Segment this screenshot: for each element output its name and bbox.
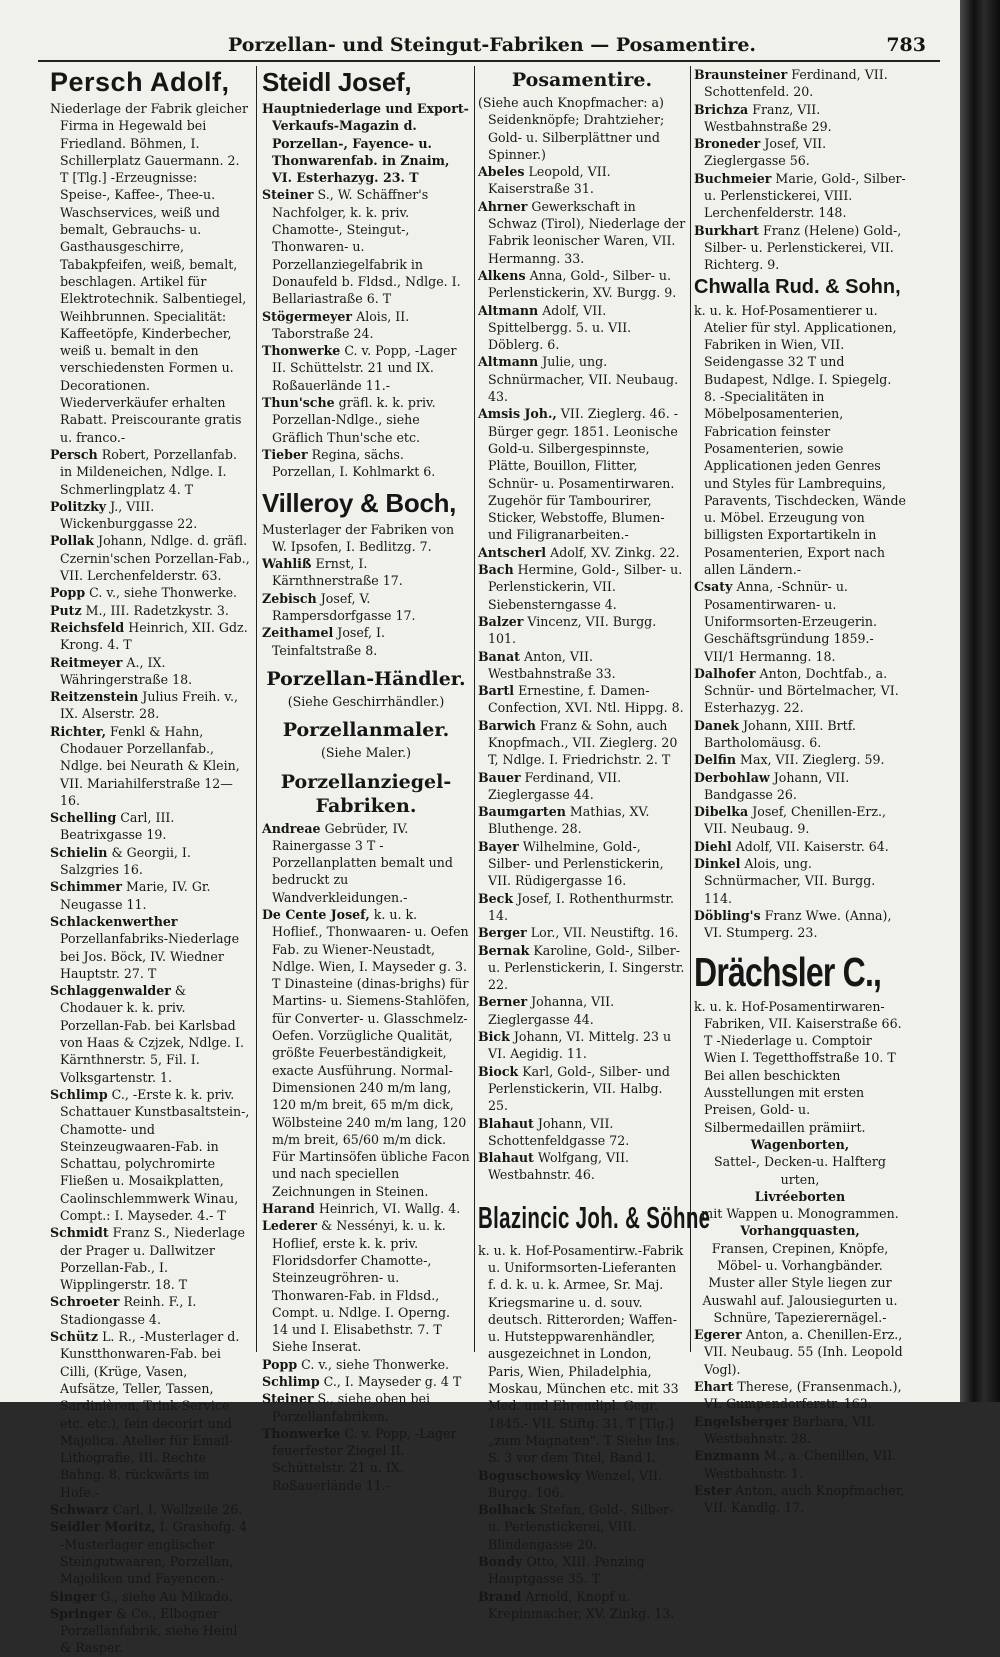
entry-name: Abeles — [478, 164, 525, 180]
entry-details: Johanna, VII. Zieglergasse 44. — [488, 994, 615, 1027]
directory-entry — [694, 803, 906, 838]
entry-details: Max, VII. Zieglerg. 59. — [740, 752, 885, 768]
directory-entry — [50, 1224, 250, 1293]
entry-name: Harand — [262, 1201, 315, 1217]
entry-name: Csaty — [694, 579, 733, 595]
directory-entry — [478, 803, 686, 838]
directory-entry — [478, 198, 686, 267]
advert-blazincic-name: Blazincic Joh. & Söhne — [478, 1199, 711, 1235]
entry-name: Blahaut — [478, 1115, 534, 1131]
entry-details: gräfl. k. k. priv. Porzellan-Ndlge., siehe Gräflich Thun'sche etc. — [272, 395, 436, 445]
directory-entry — [262, 446, 470, 481]
entry-details: Heinrich, VI. Wallg. 4. — [318, 1201, 461, 1217]
directory-entry — [50, 498, 250, 533]
entry-name: Thonwerke — [262, 343, 341, 359]
entry-details: Josef, V. Rampersdorfgasse 17. — [272, 590, 416, 624]
directory-entry — [694, 101, 906, 136]
entry-details: Anton, VII. Westbahnstraße 33. — [488, 648, 616, 681]
entry-name: Schroeter — [50, 1294, 120, 1310]
directory-entry — [478, 648, 686, 683]
entry-name: Singer — [50, 1588, 97, 1604]
directory-entry — [478, 924, 686, 941]
entry-details: Gebrüder, IV. Rainergasse 3 T -Porzellanplatten bemalt und bedruckt zu Wandverkleidungen.- — [272, 820, 453, 905]
entry-details: C. v., siehe Thonwerke. — [301, 1356, 450, 1372]
col4-entries-a — [694, 66, 906, 274]
entry-name: Schlackenwerther — [50, 913, 178, 929]
directory-entry — [262, 342, 470, 394]
entry-details: Regina, sächs. Porzellan, I. Kohlmarkt 6. — [272, 446, 436, 480]
entry-name: Lederer — [262, 1218, 317, 1234]
column-3 — [478, 66, 711, 1621]
see-reference: (Siehe Geschirrhändler.) — [287, 693, 445, 709]
directory-entry — [50, 723, 250, 809]
entry-name: Diehl — [694, 838, 732, 854]
entry-details: I. Grashofg. 4 -Musterlager englischer Steingutwaaren, Porzellan, Majoliken und Fayencen.- — [60, 1519, 248, 1587]
entry-details: Anton, auch Knopfmacher, VII. Kandlg. 17. — [704, 1482, 905, 1516]
entry-details: Fenkl & Hahn, Chodauer Porzellanfab., Ndlge. bei Neurath & Klein, VII. Mariahilferstraße 12—16. — [60, 723, 240, 808]
entry-name: Alkens — [478, 267, 526, 283]
entry-name: Döbling's — [694, 907, 761, 923]
vorhang-text: Fransen, Crepinen, Knöpfe, Möbel- u. Vorhangbänder. Muster aller Style liegen zur Auswahl auf. Jalousiegurten u. Schnüre, Tapezierernägel.- — [702, 1240, 898, 1325]
directory-entry — [50, 532, 250, 584]
entry-name: Egerer — [694, 1327, 742, 1343]
directory-entry — [50, 446, 250, 498]
entry-details: C., I. Mayseder g. 4 T — [323, 1374, 462, 1389]
directory-entry — [478, 1115, 686, 1150]
entry-name: Delfin — [694, 752, 737, 768]
entry-name: Antscherl — [478, 544, 547, 560]
entry-details: Franz, VII. Westbahnstraße 29. — [704, 101, 832, 134]
entry-name: Wahliß — [262, 556, 312, 572]
entry-name: Tieber — [262, 446, 308, 462]
entry-name: Steiner — [262, 1391, 314, 1407]
directory-entry — [478, 717, 686, 769]
entry-name: Barwich — [478, 717, 536, 733]
entry-name: Bernak — [478, 942, 530, 958]
entry-name: Bach — [478, 562, 514, 578]
entry-name: Balzer — [478, 613, 524, 629]
page-number: 783 — [886, 34, 926, 56]
entry-name: Boguschowsky — [478, 1467, 582, 1483]
advert-chwalla-name: Chwalla Rud. & Sohn, — [694, 275, 901, 298]
entry-name: Reitmeyer — [50, 654, 123, 670]
entry-details: Alois, II. Taborstraße 24. — [272, 308, 410, 341]
directory-entry — [694, 1326, 906, 1378]
directory-entry — [694, 1413, 906, 1448]
entry-name: De Cente Josef, — [262, 906, 370, 922]
directory-entry — [50, 619, 250, 654]
entry-name: Thun'sche — [262, 395, 335, 411]
directory-entry — [478, 561, 686, 613]
entry-details: Hermine, Gold-, Silber- u. Perlenstickerin, VII. Siebensterngasse 4. — [488, 562, 683, 612]
entry-details: Ernst, I. Kärnthnerstraße 17. — [272, 556, 403, 589]
wagenborten-heading: Wagenborten, — [750, 1136, 850, 1152]
entry-details: Adolf, VII. Spittelbergg. 5. u. VII. Döblerg. 6. — [488, 302, 632, 353]
entry-name: Berner — [478, 994, 528, 1010]
directory-entry — [478, 1588, 686, 1623]
entry-name: Amsis Joh., — [478, 406, 557, 422]
entry-name: Persch — [50, 446, 98, 462]
entry-details: & Georgii, I. Salzgries 16. — [60, 844, 191, 878]
advert-blazincic-text: k. u. k. Hof-Posamentirw.-Fabrik u. Uniformsorten-Lieferanten f. d. k. u. k. Armee, Sr. Maj. Kriegsmarine u. d. souv. deutsch. Ritterorden; Waffen- u. Hutsteppwarenhändler, ausgezeichnet in London, Paris, Wien, Philadelphia, Moskau, München etc. mit 33 Med. und Ehrendipl. Gegr. 1845.- VII. Stiftg. 31. T [Tlg.] „zum Magnaten". T Siehe Ins. S. 3 vor dem Titel, Band I. — [478, 1242, 684, 1466]
entry-details: Anna, -Schnür- u. Posamentirwaren- u. Uniformsorten-Erzeugerin. Geschäftsgründung 1859.- VII/1 Hermanng. 18. — [704, 579, 877, 664]
directory-entry — [694, 1378, 906, 1413]
directory-entry — [262, 590, 470, 625]
directory-entry — [478, 1063, 686, 1115]
entry-name: Altmann — [478, 354, 539, 370]
entry-details: C., -Erste k. k. priv. Schattauer Kunstbasaltstein-, Chamotte- und Steinzeugwaaren-Fab. in Schattau, polychromirte Fließen u. Mosaikplatten, Caolinschlemmwerk Winau, Compt.: I. Mayseder. 4.- T — [60, 1086, 250, 1223]
directory-entry — [262, 1200, 470, 1217]
entry-name: Schielin — [50, 844, 108, 860]
directory-entry — [478, 1501, 686, 1553]
directory-entry — [694, 1447, 906, 1482]
entry-name: Burkhart — [694, 222, 759, 238]
column-2 — [262, 66, 470, 1493]
entry-name: Schimmer — [50, 879, 123, 895]
directory-entry — [50, 1501, 250, 1518]
entry-details: C. v. Popp, -Lager II. Schüttelstr. 21 und IX. Roßauerlände 11.- — [272, 343, 457, 393]
entry-name: Schütz — [50, 1329, 99, 1345]
directory-entry — [262, 1390, 470, 1425]
entry-name: Ahrner — [478, 198, 528, 214]
entry-details: VII. Zieglerg. 46. -Bürger gegr. 1851. Leonische Gold-u. Silbergespinnste, Plätte, Bouillon, Flitter, Schnür- u. Posamentirwaren. Zugehör für Tambourirer, Sticker, Webstoffe, Blumen- und Filigranarbeiten.- — [488, 406, 678, 543]
column-rule — [690, 66, 691, 1352]
directory-entry — [478, 302, 686, 354]
entry-name: Dinkel — [694, 856, 741, 872]
directory-entry — [262, 1356, 470, 1373]
advert-steidl-name: Steidl Josef, — [262, 67, 412, 97]
directory-entry — [478, 353, 686, 405]
entry-details: S., siehe oben bei Porzellanfabriken. — [272, 1391, 430, 1424]
directory-entry — [478, 267, 686, 302]
col3-entries-a — [478, 163, 686, 1184]
directory-entry — [50, 602, 250, 619]
see-reference: (Siehe auch Knopfmacher: a) Seidenknöpfe; Drahtzieher; Gold- u. Silberplättner und Spinner.) — [478, 95, 665, 162]
wagenborten-text: Sattel-, Decken-u. Halfterg urten, — [714, 1154, 886, 1187]
entry-details: Anton, a. Chenillen-Erz., VII. Neubaug. 55 (Inh. Leopold Vogl). — [704, 1327, 903, 1377]
running-title: Porzellan- und Steingut-Fabriken — Posamentire. — [228, 34, 757, 56]
entry-details: k. u. k. Hoflief., Thonwaaren- u. Oefen Fab. zu Wiener-Neustadt, Ndlge. Wien, I. Mayseder g. 3. T Dinasteine (dinas-brighs) für Martins- u. Siemens-Stahlöfen, für Converter- u. Glasschmelz-Oefen. Vorzügliche Qualität, größte Feuerbeständigkeit, exacte Ausführung. Normal-Dimensionen 240 m/m lang, 120 m/m breit, 65 m/m dick, Wölbsteine 240 m/m lang, 120 m/m breit, 65/60 m/m dick. Für Martinsöfen übliche Facon und nach speciellen Zeichnungen in Steinen. — [272, 906, 470, 1199]
directory-entry — [262, 624, 470, 659]
directory-entry — [50, 654, 250, 689]
entry-details: Arnold, Knopf u. Krepinmacher, XV. Zinkg. 13. — [488, 1588, 675, 1621]
entry-name: Steiner — [262, 187, 314, 203]
entry-name: Bayer — [478, 838, 519, 854]
entry-name: Buchmeier — [694, 170, 772, 186]
entry-details: J., VIII. Wickenburggasse 22. — [60, 498, 198, 532]
directory-entry — [262, 1373, 470, 1390]
directory-entry — [694, 578, 906, 664]
directory-entry — [694, 665, 906, 717]
directory-entry — [694, 769, 906, 804]
entry-details: Barbara, VII. Westbahnstr. 28. — [704, 1413, 876, 1446]
entry-name: Biock — [478, 1063, 519, 1079]
entry-details: Anna, Gold-, Silber- u. Perlenstickerin, XV. Burgg. 9. — [488, 267, 677, 301]
column-1 — [50, 66, 250, 1656]
entry-name: Ehart — [694, 1379, 734, 1395]
entry-details: Therese, (Fransenmach.), VI. Gumpendorferstr. 163. — [704, 1379, 902, 1412]
entry-name: Banat — [478, 648, 520, 664]
entry-details: Lor., VII. Neustiftg. 16. — [530, 925, 679, 941]
entry-name: Ester — [694, 1482, 732, 1498]
section-posamentire: Posamentire. — [511, 69, 653, 91]
livree-heading: Livréeborten — [754, 1188, 846, 1204]
entry-name: Altmann — [478, 302, 539, 318]
entry-name: Richter, — [50, 723, 107, 739]
entry-details: Mathias, XV. Bluthenge. 28. — [488, 804, 650, 837]
directory-entry — [694, 751, 906, 768]
entry-details: C. v., siehe Thonwerke. — [89, 585, 238, 601]
col4-entries-b — [694, 578, 906, 941]
entry-name: Brichza — [694, 101, 749, 117]
directory-entry — [478, 993, 686, 1028]
directory-entry — [694, 1482, 906, 1517]
directory-entry — [262, 906, 470, 1200]
directory-entry — [478, 613, 686, 648]
entry-details: Vincenz, VII. Burgg. 101. — [488, 613, 657, 647]
entry-details: Johann, XIII. Brtf. Bartholomäusg. 6. — [704, 717, 856, 750]
directory-entry — [478, 838, 686, 890]
entry-name: Engelsberger — [694, 1413, 789, 1429]
entry-name: Schmidt — [50, 1225, 109, 1241]
directory-entry — [50, 809, 250, 844]
entry-details: Carl, I. Wollzeile 26. — [112, 1502, 243, 1518]
column-rule — [474, 66, 475, 1352]
entry-details: Otto, XIII. Penzing Hauptgasse 35. T — [488, 1554, 645, 1587]
entry-details: M., III. Radetzkystr. 3. — [85, 602, 229, 618]
entry-name: Berger — [478, 925, 527, 941]
entry-details: Franz & Sohn, auch Knopfmach., VII. Zieglerg. 20 T, Ndlge. I. Friedrichstr. 2. T — [488, 717, 678, 768]
entry-details: Heinrich, XII. Gdz. Krong. 4. T — [60, 619, 248, 653]
col1-entries — [50, 446, 250, 1657]
directory-entry — [262, 555, 470, 590]
entry-details: Johann, VI. Mittelg. 23 u VI. Aegidig. 11. — [488, 1029, 672, 1062]
directory-entry — [694, 135, 906, 170]
entry-name: Reitzenstein — [50, 689, 139, 705]
col2-entries-a — [262, 186, 470, 480]
advert-draechsler-name: Drächsler C., — [694, 948, 882, 995]
directory-entry — [478, 1553, 686, 1588]
entry-details: Anton, Dochtfab., a. Schnür- und Börtelmacher, VI. Esterhazyg. 22. — [704, 665, 899, 716]
directory-entry — [50, 1086, 250, 1224]
entry-details: C. v. Popp, -Lager feuerfester Ziegel II. Schüttelstr. 21 u. IX. Roßauerlände 11.- — [272, 1425, 457, 1493]
col3-entries-b — [478, 1467, 686, 1623]
entry-name: Baumgarten — [478, 804, 566, 820]
entry-name: Zeithamel — [262, 625, 334, 641]
directory-entry — [478, 1149, 686, 1184]
entry-details: S., W. Schäffner's Nachfolger, k. k. priv. Chamotte-, Steingut-, Thonwaren- u. Porzellanziegelfabrik in Donaufeld b. Fldsd., Ndlge. I. Bellariastraße 6. T — [272, 187, 461, 307]
column-4 — [694, 66, 906, 1516]
entry-details: Johann, VII. Schottenfeldgasse 72. — [488, 1115, 630, 1148]
entry-details: Gewerkschaft in Schwaz (Tirol), Niederlage der Fabrik leonischer Waren, VII. Hermanng. 33. — [488, 198, 686, 266]
entry-name: Springer — [50, 1605, 112, 1621]
entry-details: & Co., Elbogner Porzellanfabrik, siehe Heinl & Rasper. — [60, 1605, 238, 1656]
entry-name: Schlimp — [262, 1374, 320, 1389]
directory-entry — [478, 163, 686, 198]
entry-details: Josef, VII. Zieglergasse 56. — [704, 136, 827, 169]
directory-entry — [694, 838, 906, 855]
entry-details: & Nessényi, k. u. k. Hoflief, erste k. k. priv. Floridsdorfer Chamotte-, Steinzeugröhren- u. Thonwaren-Fab. in Fldsd., Compt. u. Ndlge. I. Operng. 14 und I. Elisabethstr. 7. T Siehe Inserat. — [272, 1218, 451, 1355]
section-porzellanmaler: Porzellanmaler. — [282, 719, 450, 742]
col2-entries-c — [262, 820, 470, 1495]
entry-details: Karl, Gold-, Silber- und Perlenstickerin, VII. Halbg. 25. — [488, 1063, 670, 1114]
directory-entry — [478, 942, 686, 994]
directory-entry — [262, 1217, 470, 1355]
entry-name: Schelling — [50, 810, 117, 826]
directory-entry — [478, 682, 686, 717]
directory-entry — [262, 308, 470, 343]
entry-details: Adolf, VII. Kaiserstr. 64. — [735, 838, 889, 854]
directory-entry — [50, 1588, 250, 1605]
entry-details: Julie, ung. Schnürmacher, VII. Neubaug. 43. — [488, 354, 679, 405]
directory-entry — [50, 982, 250, 1086]
advert-villeroy-name: Villeroy & Boch, — [262, 487, 457, 518]
entry-details: Leopold, VII. Kaiserstraße 31. — [488, 164, 611, 197]
directory-entry — [50, 688, 250, 723]
directory-entry — [694, 66, 906, 101]
entry-name: Andreae — [262, 820, 321, 836]
directory-entry — [478, 1028, 686, 1063]
entry-details: Wenzel, VII. Burgg. 106. — [488, 1467, 662, 1500]
entry-details: Franz (Helene) Gold-, Silber- u. Perlenstickerei, VII. Richterg. 9. — [704, 222, 902, 273]
directory-entry — [262, 394, 470, 446]
entry-name: Popp — [262, 1356, 298, 1372]
entry-details: Johann, Ndlge. d. gräfl. Czernin'schen Porzellan-Fab., VII. Lerchenfelderstr. 63. — [60, 533, 250, 584]
advert-persch-adolf-text: Niederlage der Fabrik gleicher Firma in Hegewald bei Friedland. Böhmen, I. Schillerplatz Gauermann. 2. T [Tlg.] -Erzeugnisse: Speise-, Kaffee-, Thee-u. Waschservices, weiß und bemalt, Gebrauchs- u. Gasthausgeschirre, Tabakpfeifen, weiß, bemalt, beschlagen. Artikel für Elektrotechnik. Salbentiegel, Weihbrunnen. Specialität: Kaffeetöpfe, Kinderbecher, weiß u. bemalt in den verschiedensten Formen u. Decorationen. Wiederverkäufer erhalten Rabatt. Preiscourante gratis u. franco.- — [50, 101, 248, 445]
entry-details: Adolf, XV. Zinkg. 22. — [550, 544, 680, 560]
entry-name: Dalhofer — [694, 665, 756, 681]
entry-details: Johann, VII. Bandgasse 26. — [704, 769, 850, 802]
entry-name: Popp — [50, 585, 86, 601]
section-porzellanziegel: Porzellanziegel-Fabriken. — [280, 770, 452, 817]
entry-details: Reinh. F., I. Stadiongasse 4. — [60, 1294, 197, 1327]
advert-draechsler-text: k. u. k. Hof-Posamentirwaren-Fabriken, VII. Kaiserstraße 66. T -Niederlage u. Comptoir Wien I. Tegetthoffstraße 10. T Bei allen beschickten Ausstellungen mit ersten Preisen, Gold- u. Silbermedaillen prämiirt. — [694, 998, 902, 1135]
directory-entry — [50, 584, 250, 601]
entry-details: Alois, ung. Schnürmacher, VII. Burgg. 114. — [704, 856, 876, 906]
advert-steidl-text: Hauptniederlage und Export-Verkaufs-Magazin d. Porzellan-, Fayence- u. Thonwarenfab. in Znaim, VI. Esterhazyg. 23. T — [262, 101, 469, 186]
entry-details: Marie, IV. Gr. Neugasse 11. — [60, 879, 211, 912]
directory-entry — [50, 1328, 250, 1501]
entry-details: Carl, III. Beatrixgasse 19. — [60, 810, 175, 843]
entry-name: Politzky — [50, 498, 107, 514]
section-porzellan-haendler: Porzellan-Händler. — [266, 667, 466, 690]
entry-name: Schlimp — [50, 1086, 108, 1102]
entry-name: Zebisch — [262, 590, 317, 606]
directory-entry — [262, 820, 470, 906]
entry-name: Danek — [694, 717, 739, 733]
directory-entry — [694, 717, 906, 752]
entry-details: Marie, Gold-, Silber- u. Perlenstickerei, VIII. Lerchenfelderstr. 148. — [704, 170, 906, 221]
page-header — [38, 30, 940, 62]
column-rule — [256, 66, 257, 1352]
entry-name: Braunsteiner — [694, 67, 788, 82]
directory-entry — [478, 890, 686, 925]
directory-entry — [694, 222, 906, 274]
directory-entry — [478, 769, 686, 804]
entry-name: Bauer — [478, 769, 521, 785]
entry-name: Bolhack — [478, 1502, 536, 1518]
entry-details: Robert, Porzellanfab. in Mildeneichen, Ndlge. I. Schmerlingplatz 4. T — [60, 446, 237, 497]
directory-entry — [478, 1467, 686, 1502]
advert-villeroy-text: Musterlager der Fabriken von W. Ipsofen, I. Bedlitzg. 7. — [262, 521, 455, 554]
entry-details: Franz Wwe. (Anna), VI. Stumperg. 23. — [704, 907, 892, 941]
entry-details: Ferdinand, VII. Schottenfeld. 20. — [704, 67, 888, 100]
col2-entries-b — [262, 555, 470, 659]
entry-details: M., a. Chenillen, VII. Westbahnstr. 1. — [704, 1448, 897, 1481]
directory-entry — [694, 170, 906, 222]
directory-entry — [50, 878, 250, 913]
entry-details: G., siehe Au Mikado. — [100, 1588, 233, 1604]
directory-entry — [262, 1425, 470, 1494]
entry-details: Porzellanfabriks-Niederlage bei Jos. Böck, IV. Wiedner Hauptstr. 27. T — [60, 931, 240, 981]
entry-name: Dibelka — [694, 804, 749, 820]
entry-details: Franz S., Niederlage der Prager u. Dallwitzer Porzellan-Fab., I. Wipplingerstr. 18. T — [60, 1225, 245, 1293]
entry-name: Schlaggenwalder — [50, 983, 171, 999]
col4-entries-c — [694, 1326, 906, 1516]
entry-details: Karoline, Gold-, Silber- u. Perlenstickerin, I. Singerstr. 22. — [488, 942, 685, 993]
entry-details: Julius Freih. v., IX. Alserstr. 28. — [60, 689, 239, 722]
livree-text: mit Wappen u. Monogrammen. — [701, 1206, 899, 1222]
directory-entry — [694, 855, 906, 907]
entry-details: Josef, I. Rothenthurmstr. 14. — [488, 890, 675, 923]
advert-persch-adolf-name: Persch Adolf, — [50, 67, 230, 97]
entry-name: Bartl — [478, 683, 515, 699]
entry-details: Ernestine, f. Damen-Confection, XVI. Ntl. Hippg. 8. — [488, 683, 684, 716]
entry-details: Stefan, Gold-, Silber- u. Perlenstickerei, VIII. Blindengasse 20. — [488, 1502, 674, 1552]
entry-name: Putz — [50, 602, 82, 618]
entry-name: Enzmann — [694, 1448, 760, 1464]
vorhang-heading: Vorhangquasten, — [740, 1223, 860, 1239]
entry-name: Broneder — [694, 136, 761, 152]
entry-details: L. R., -Musterlager d. Kunstthonwaren-Fab. bei Cilli, (Krüge, Vasen, Aufsätze, Teller, Tassen, Sardinièren, Trink-Service etc. etc.), fein decorirt und Majolica. Atelier für Email-Lithografie, III. Rechte Bahng. 8, rückwärts im Hofe.- — [60, 1329, 240, 1500]
directory-entry — [50, 844, 250, 879]
directory-entry — [478, 544, 686, 561]
entry-name: Bondy — [478, 1554, 523, 1570]
directory-entry — [262, 186, 470, 307]
see-reference: (Siehe Maler.) — [320, 745, 412, 761]
directory-entry — [50, 913, 250, 982]
advert-chwalla-text: k. u. k. Hof-Posamentierer u. Atelier für styl. Applicationen, Fabriken in Wien, VII. Seidengasse 32 T und Budapest, Ndlge. I. Spiegelg. 8. -Specialitäten in Möbelposamenterien, Fabrication feinster Posamenterien, sowie Applicationen jeden Genres und Styles für Lambrequins, Paravents, Tischdecken, Wände u. Möbel. Erzeugung von billigsten Exportartikeln in Posamenterien, Export nach allen Ländern.- — [694, 302, 906, 578]
entry-name: Thonwerke — [262, 1425, 341, 1441]
directory-entry — [694, 907, 906, 942]
entry-name: Brand — [478, 1588, 522, 1604]
entry-name: Seidler Moritz, — [50, 1519, 156, 1535]
entry-details: Josef, Chenillen-Erz., VII. Neubaug. 9. — [704, 804, 887, 837]
entry-name: Beck — [478, 890, 514, 906]
directory-entry — [50, 1293, 250, 1328]
entry-name: Blahaut — [478, 1150, 534, 1166]
entry-name: Derbohlaw — [694, 769, 770, 785]
directory-entry — [50, 1518, 250, 1587]
directory-entry — [50, 1605, 250, 1657]
entry-name: Bick — [478, 1029, 510, 1045]
book-binding-edge — [960, 0, 1000, 1402]
entry-name: Pollak — [50, 533, 94, 549]
entry-details: Wilhelmine, Gold-, Silber- und Perlenstickerin, VII. Rüdigergasse 16. — [488, 838, 664, 889]
entry-details: Josef, I. Teinfaltstraße 8. — [272, 625, 386, 658]
entry-details: A., IX. Währingerstraße 18. — [60, 654, 193, 687]
entry-name: Stögermeyer — [262, 308, 353, 324]
directory-entry — [478, 405, 686, 543]
entry-name: Schwarz — [50, 1502, 109, 1518]
entry-details: & Chodauer k. k. priv. Porzellan-Fab. bei Karlsbad von Haas & Czjzek, Ndlge. I. Kärnthnerstr. 5, Fil. I. Volksgartenstr. 1. — [60, 983, 244, 1085]
entry-details: Wolfgang, VII. Westbahnstr. 46. — [488, 1150, 630, 1183]
entry-details: Ferdinand, VII. Zieglergasse 44. — [488, 769, 622, 802]
entry-name: Reichsfeld — [50, 619, 125, 635]
